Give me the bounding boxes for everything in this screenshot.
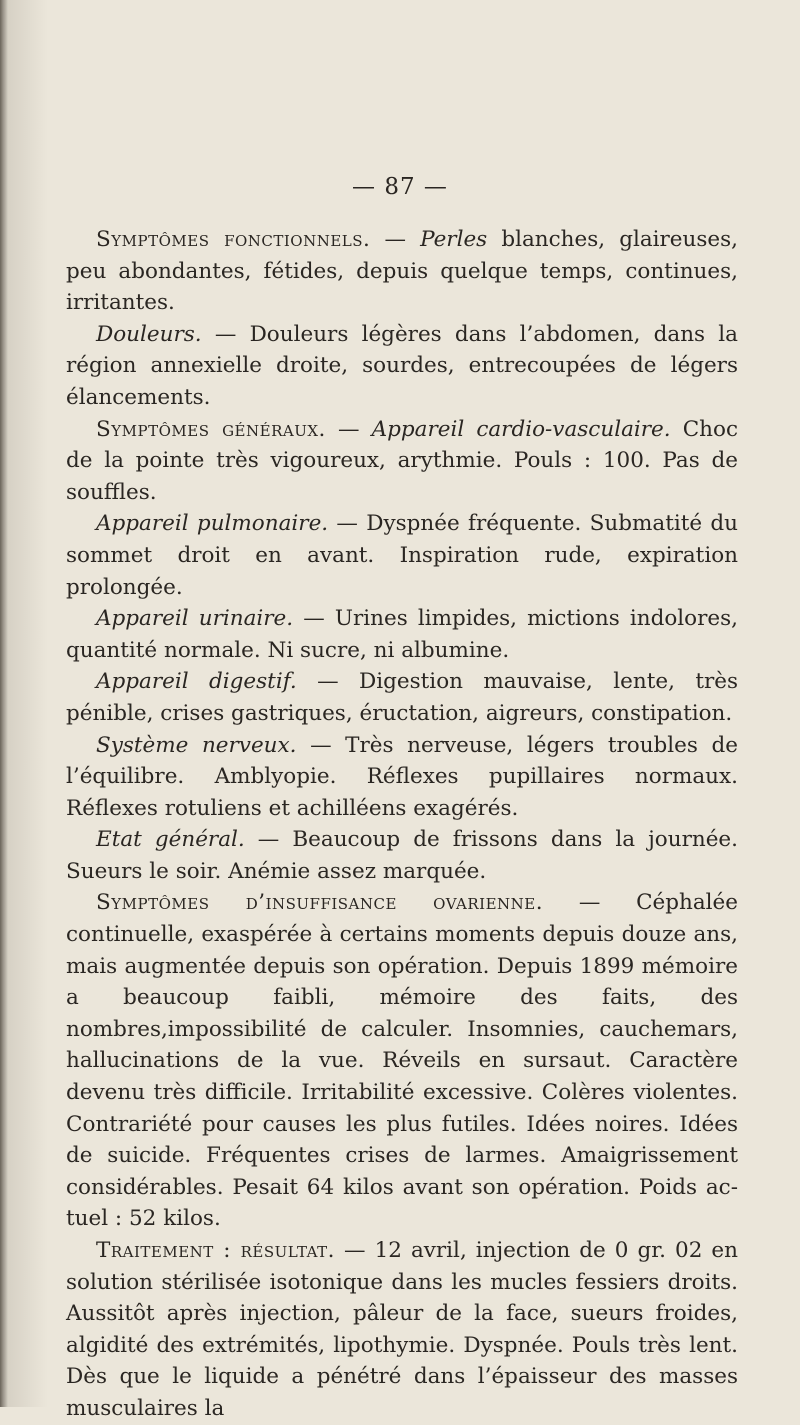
paragraph-symptomes-generaux xyxy=(66,414,738,509)
subject-label: Appareil digestif. xyxy=(96,669,297,695)
paragraph-text: 12 avril, injection de 0 gr. 02 en solution stérilisée isotonique dans les mucles fessiers droits. Aussitôt après injection, pâleur de la face, sueurs froides, algidité des extrémités, lipothymie. Dyspnée. Pouls très lent. Dès que le liquide a pénétré dans l’épaisseur des masses musculaires la xyxy=(66,1238,738,1421)
body-text xyxy=(66,224,738,1425)
dash: — xyxy=(325,416,372,442)
paragraph-etat-general xyxy=(66,824,738,887)
paragraph-text: — Dyspnée fréquente. Submatité du sommet droit en avant. Inspiration rude, expiration prolongée. xyxy=(66,511,738,600)
section-heading: Symptômes fonctionnels. xyxy=(96,227,371,252)
page-number: — 87 — xyxy=(352,174,448,200)
paragraph-appareil-pulmonaire xyxy=(66,508,738,603)
page-binding-edge xyxy=(0,0,8,1407)
paragraph-text: — Beaucoup de frissons dans la journée. Sueurs le soir. Anémie assez marquée. xyxy=(66,827,738,884)
page-gutter-shadow xyxy=(8,0,48,1407)
section-heading: Traitement : résultat. xyxy=(96,1238,336,1263)
subject-label: Appareil cardio-vasculaire. xyxy=(371,416,671,442)
paragraph-text: — Digestion mauvaise, lente, très pénible, crises gastriques, éructation, aigreurs, constipation. xyxy=(66,669,738,726)
paragraph-appareil-digestif xyxy=(66,666,738,729)
paragraph-text: Céphalée continuelle, exaspérée à certains moments depuis douze ans, mais augmentée depuis son opération. Depuis 1899 mémoire a beaucoup faibli, mémoire des faits, des nombres,impossibilité de calculer. Insomnies, cauchemars, hallucinations de la vue. Réveils en sursaut. Caractère devenu très difficile. Irritabilité excessive. Colères violentes. Contrariété pour causes les plus futiles. Idées noires. Idées de suicide. Fréquentes crises de larmes. Amaigrissement considérables. Pesait 64 kilos avant son opération. Poids actuel : 52 kilos. xyxy=(66,890,738,1232)
subject-label: Système nerveux. xyxy=(96,732,297,758)
paragraph-douleurs xyxy=(66,319,738,414)
dash: — xyxy=(335,1238,375,1263)
section-heading: Symptômes généraux. xyxy=(96,416,326,442)
subject-label: Appareil pulmonaire. xyxy=(96,511,329,537)
subject-label: Perles xyxy=(420,227,488,252)
paragraph-insuffisance-ovarienne xyxy=(66,887,738,1235)
subject-label: Appareil urinaire. xyxy=(96,606,294,632)
section-heading: Symptômes d’insuffisance ovarienne. xyxy=(96,890,544,916)
paragraph-text: — Urines limpides, mictions indolores, quantité normale. Ni sucre, ni albumine. xyxy=(66,606,738,663)
dash: — xyxy=(370,227,421,252)
paragraph-symptomes-fonctionnels xyxy=(66,224,738,319)
paragraph-text: Choc de la pointe très vigoureux, arythmie. Pouls : 100. Pas de souffles. xyxy=(66,416,738,505)
paragraph-text: blanches, glaireuses, peu abondantes, fétides, depuis quelque temps, continues, irritantes. xyxy=(66,227,739,316)
dash: — xyxy=(543,890,637,916)
subject-label: Douleurs. xyxy=(96,321,202,347)
paragraph-traitement xyxy=(66,1235,738,1425)
subject-label: Etat général. xyxy=(96,827,245,853)
paragraph-text: — Très nerveuse, légers troubles de l’équilibre. Amblyopie. Réflexes pupillaires normaux. Réflexes rotuliens et achilléens exagérés. xyxy=(66,732,738,821)
paragraph-appareil-urinaire xyxy=(66,603,738,666)
paragraph-text: — Douleurs légères dans l’abdomen, dans la région annexielle droite, sourdes, entrecoupées de légers élancements. xyxy=(66,321,738,410)
paragraph-systeme-nerveux xyxy=(66,730,738,825)
